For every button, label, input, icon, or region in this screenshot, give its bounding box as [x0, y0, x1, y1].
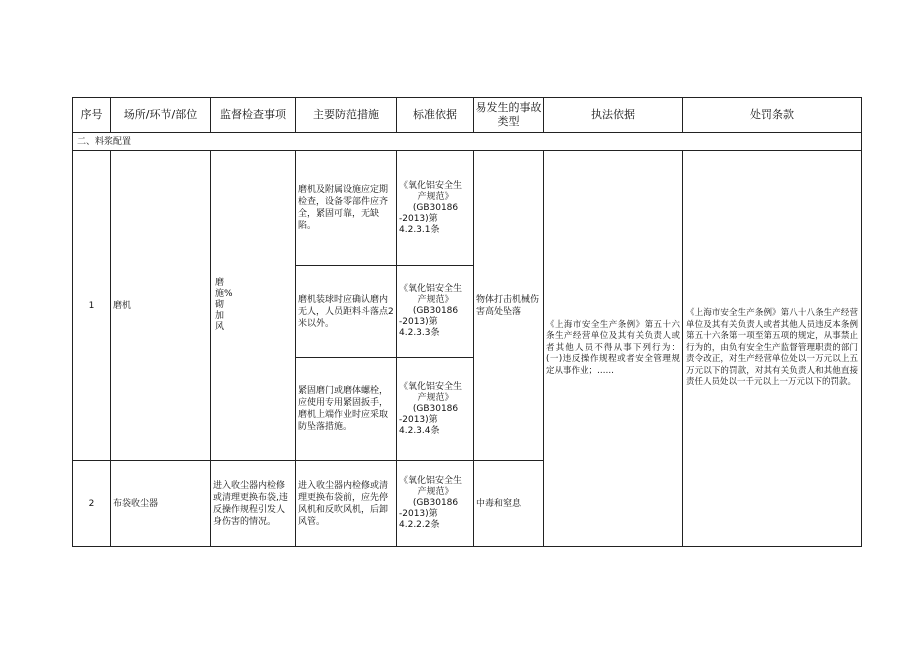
std-year: -2013)第 [399, 317, 438, 327]
header-standard: 标准依据 [397, 98, 474, 133]
row2-no: 2 [73, 461, 111, 547]
header-law: 执法依据 [544, 98, 683, 133]
std-clause: 4.2.3.3条 [399, 328, 440, 338]
std-year: -2013)第 [399, 509, 438, 519]
law-basis: 《上海市安全生产条例》第五十六条生产经营单位及其有关负责人或者其他人员不得从事下列行为：(一)违反操作规程或者安全管理规定从事作业；…… [544, 151, 683, 547]
row1-measure-1: 磨机及附属设施应定期检查，设备零部件应齐全，紧固可靠，无缺陷。 [296, 151, 397, 266]
row1-item-text: 磨施%砌加风 [215, 278, 233, 332]
penalty-clause: 《上海市安全生产条例》第八十八条生产经营单位及其有关负责人或者其他人员违反本条例第五十六条第一项至第五项的规定，从事禁止行为的，由负有安全生产监督管理职责的部门责令改正，对生产经营单位处以一万元以上五万元以下的罚款，对其有关负责人和其他直接责任人员处以一千元以上一万元以下的罚款。 [683, 151, 862, 547]
section-label: 二、料浆配置 [73, 133, 862, 151]
std-name: 《氧化铝安全生 [399, 476, 463, 486]
header-row [73, 98, 862, 133]
row2-standard [397, 461, 474, 547]
inspection-table [72, 97, 862, 547]
std-code: (GB30186 [412, 306, 459, 316]
std-clause: 4.2.3.1条 [399, 224, 440, 235]
header-item: 监督检查事项 [211, 98, 296, 133]
row2-accident: 中毒和窒息 [474, 461, 544, 547]
table-row [73, 151, 862, 266]
row1-standard-2 [397, 266, 474, 358]
row1-item [211, 151, 296, 461]
std-code: (GB30186 [412, 202, 459, 213]
row1-accident: 物体打击机械伤害高处坠落 [474, 151, 544, 461]
std-code: (GB30186 [412, 403, 459, 414]
std-year: -2013)第 [399, 414, 438, 425]
header-measures: 主要防范措施 [296, 98, 397, 133]
header-no: 序号 [73, 98, 111, 133]
std-name2: 产规范》 [417, 487, 454, 497]
std-name: 《氧化铝安全生 [399, 180, 463, 191]
std-name2: 产规范》 [417, 191, 454, 202]
row2-item: 进入收尘器内检修或清理更换布袋,违反操作规程引发人身伤害的情况。 [211, 461, 296, 547]
std-name: 《氧化铝安全生 [399, 381, 463, 392]
section-row [73, 133, 862, 151]
std-code: (GB30186 [412, 498, 459, 508]
std-year: -2013)第 [399, 213, 438, 224]
row1-measure-3: 紧固磨门或磨体螺栓，应使用专用紧固扳手，磨机上端作业时应采取防坠落措施。 [296, 358, 397, 461]
row1-place: 磨机 [111, 151, 211, 461]
header-penalty: 处罚条款 [683, 98, 862, 133]
std-clause: 4.2.3.4条 [399, 425, 440, 436]
row1-no: 1 [73, 151, 111, 461]
std-name2: 产规范》 [417, 392, 454, 403]
row2-measure: 进入收尘器内检修或清理更换布袋前，应先停风机和反吹风机，后卸风管。 [296, 461, 397, 547]
header-place: 场所/环节/部位 [111, 98, 211, 133]
row1-standard-1 [397, 151, 474, 266]
std-name2: 产规范》 [417, 295, 454, 305]
header-accident: 易发生的事故类型 [474, 98, 544, 133]
row1-measure-2: 磨机装球时应确认磨内无人，人员距料斗落点2米以外。 [296, 266, 397, 358]
row2-place: 布袋收尘器 [111, 461, 211, 547]
row1-standard-3 [397, 358, 474, 461]
std-name: 《氧化铝安全生 [399, 284, 463, 294]
std-clause: 4.2.2.2条 [399, 520, 440, 530]
